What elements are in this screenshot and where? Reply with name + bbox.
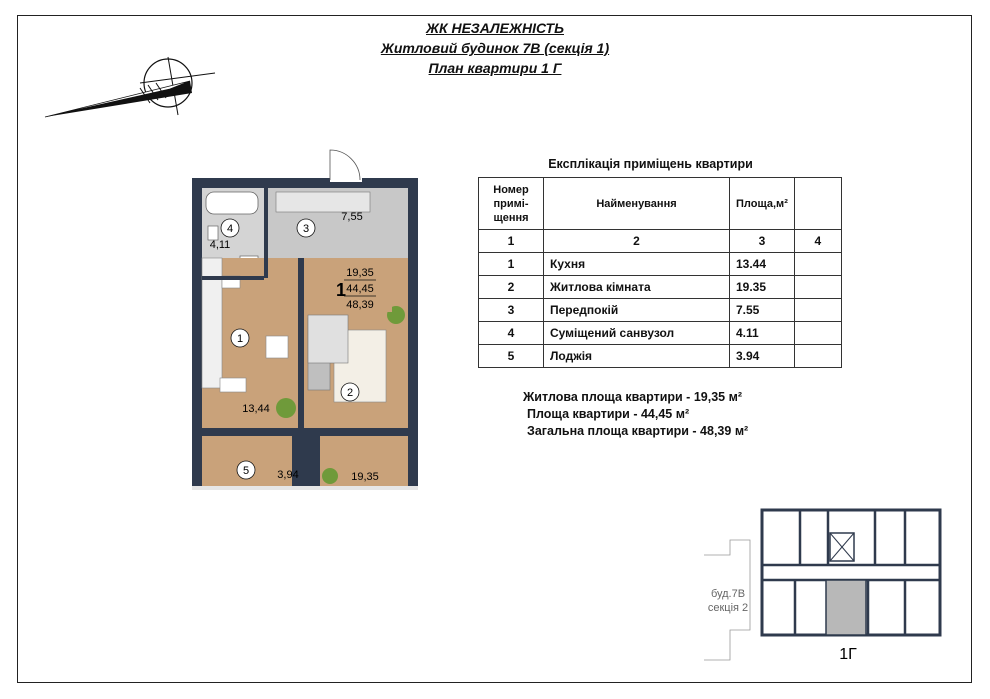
room-area: 4,11: [209, 239, 231, 251]
adjacent-section-outline: [704, 540, 750, 660]
table-row: [479, 322, 842, 345]
armchair-icon: [220, 378, 246, 392]
area-summary: [523, 389, 748, 440]
apartment-plan: [180, 140, 430, 500]
table-row: [479, 253, 842, 276]
room-name-cell: Житлова кімната: [544, 276, 730, 299]
room-area: 19,35: [351, 471, 379, 483]
room-note-cell: [794, 253, 841, 276]
hallway-niche: [374, 188, 408, 258]
room-area: 7,55: [341, 211, 363, 223]
index-cell: 4: [794, 230, 841, 253]
room-area-cell: 7.55: [730, 299, 795, 322]
room-note-cell: [794, 322, 841, 345]
explication-title: Експлікація приміщень квартири: [548, 157, 753, 171]
interior-wall: [264, 188, 268, 278]
room-note-cell: [794, 345, 841, 368]
room-area: 3,94: [277, 469, 299, 481]
entry-door-opening: [330, 176, 362, 182]
room-name-cell: Суміщений санвузол: [544, 322, 730, 345]
room-area-cell: 19.35: [730, 276, 795, 299]
index-cell: 2: [544, 230, 730, 253]
entry-door-icon: [330, 150, 360, 180]
index-cell: 1: [479, 230, 544, 253]
table-row: [479, 345, 842, 368]
table-row: [479, 276, 842, 299]
room-number: 2: [346, 387, 354, 399]
header-area: Площа,м²: [730, 178, 795, 230]
room-num-cell: 2: [479, 276, 544, 299]
room-area-cell: 13.44: [730, 253, 795, 276]
apartment-area-summary: Площа квартири - 44,45 м²: [527, 407, 690, 421]
room-num-cell: 3: [479, 299, 544, 322]
plant-icon: [276, 398, 296, 418]
interior-wall: [202, 276, 264, 280]
plan-title: План квартири 1 Г: [428, 60, 562, 76]
room-number: 3: [302, 223, 310, 235]
room-num-cell: 4: [479, 322, 544, 345]
header-name: Найменування: [544, 178, 730, 230]
building-label: буд.7В: [710, 588, 746, 600]
room-note-cell: [794, 276, 841, 299]
interior-wall: [202, 428, 408, 436]
room-note-cell: [794, 299, 841, 322]
toilet-icon: [208, 226, 218, 240]
living-area-summary: Житлова площа квартири - 19,35 м²: [523, 390, 742, 404]
room-number: 5: [242, 465, 250, 477]
interior-wall: [298, 258, 304, 428]
table-header-row: [479, 178, 842, 230]
room-name-cell: Лоджія: [544, 345, 730, 368]
key-plan: [700, 505, 950, 670]
wardrobe-icon: [276, 192, 370, 212]
room-area: 13,44: [242, 403, 270, 415]
room-name-cell: Кухня: [544, 253, 730, 276]
room-num-cell: 1: [479, 253, 544, 276]
compass-icon: [40, 55, 220, 125]
total-area-summary: Загальна площа квартири - 48,39 м²: [527, 424, 749, 438]
table-index-row: [479, 230, 842, 253]
complex-title: ЖК НЕЗАЛЕЖНІСТЬ: [426, 20, 564, 36]
plant-icon: [322, 468, 338, 484]
room-number: 1: [236, 333, 244, 345]
living-area-label: 19,35: [346, 267, 374, 279]
room-area-cell: 3.94: [730, 345, 795, 368]
building-title: Житловий будинок 7В (секція 1): [380, 40, 610, 56]
table-row: [479, 299, 842, 322]
section-label: секція 2: [707, 602, 749, 614]
index-cell: 3: [730, 230, 795, 253]
header-number: Номер примі-щення: [479, 178, 544, 230]
total-area-label: 48,39: [346, 299, 374, 311]
room-num-cell: 5: [479, 345, 544, 368]
header-extra: [794, 178, 841, 230]
bathtub-icon: [206, 192, 258, 214]
explication-table: [478, 177, 842, 368]
apartment-number: 1: [336, 280, 347, 300]
bed-icon: [308, 315, 348, 363]
apartment-key-label: 1Г: [839, 646, 857, 663]
room-name-cell: Передпокій: [544, 299, 730, 322]
room-number: 4: [226, 223, 234, 235]
window-sill: [192, 486, 418, 490]
apartment-area-label: 44,45: [346, 283, 374, 295]
highlighted-apartment: [826, 580, 866, 635]
kitchen-table-icon: [266, 336, 288, 358]
room-area-cell: 4.11: [730, 322, 795, 345]
